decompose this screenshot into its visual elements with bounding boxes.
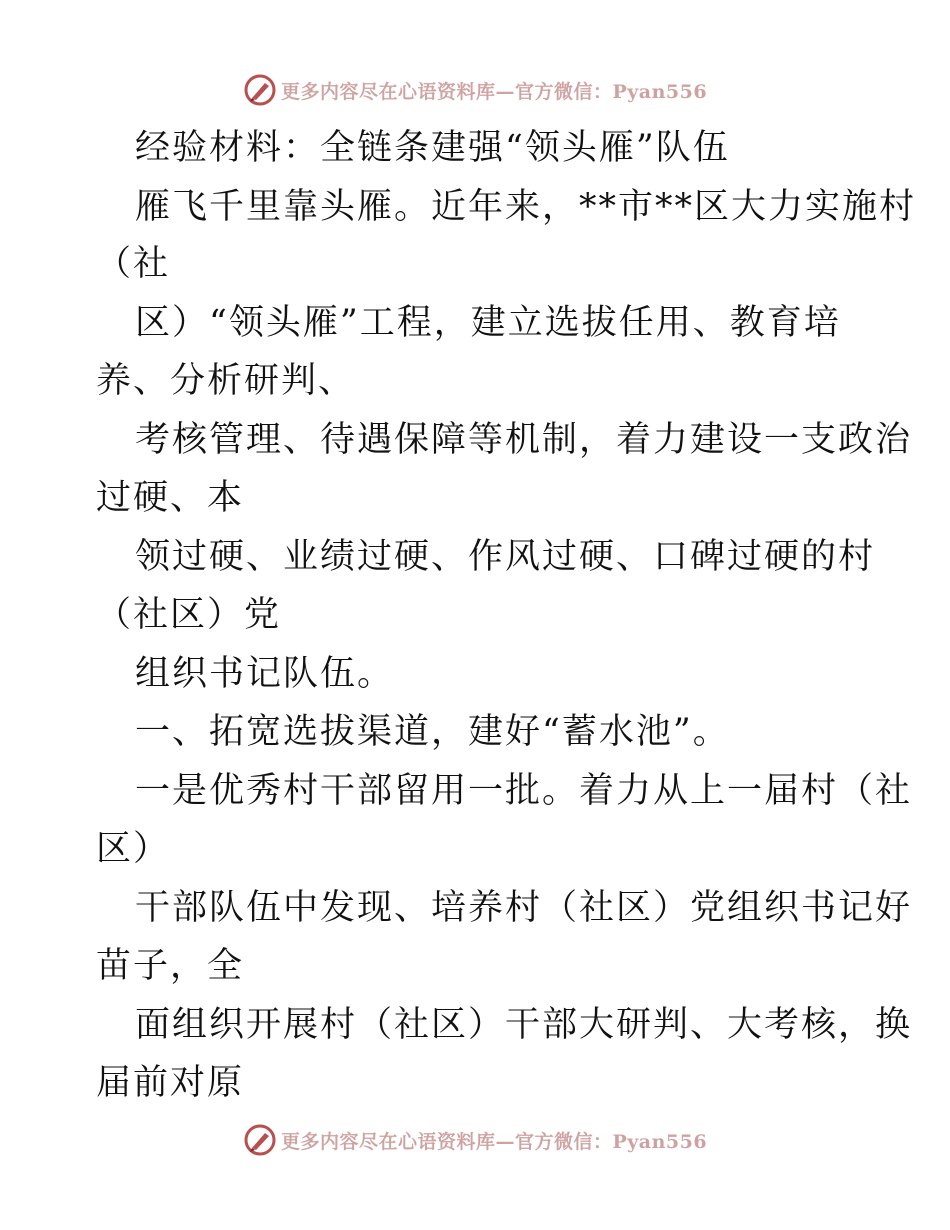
paragraph-line: 过硬、本 (96, 478, 245, 518)
section-heading: 一、拓宽选拔渠道，建好“蓄水池”。 (135, 712, 730, 752)
paragraph-line: 一是优秀村干部留用一批。着力从上一届村（社 (135, 771, 913, 811)
paragraph-line: （社区）党 (96, 595, 282, 635)
pen-logo-icon (243, 1123, 277, 1157)
watermark-text: 更多内容尽在心语资料库—官方微信：Pyan556 (280, 1130, 708, 1153)
paragraph-line: 区）“领头雁”工程，建立选拔任用、教育培 (135, 303, 841, 343)
paragraph-line: （社 (96, 244, 171, 284)
watermark-text: 更多内容尽在心语资料库—官方微信：Pyan556 (280, 80, 708, 103)
paragraph-line: 考核管理、待遇保障等机制，着力建设一支政治 (135, 420, 913, 460)
watermark-banner-bottom (0, 1120, 950, 1160)
paragraph-line: 干部队伍中发现、培养村（社区）党组织书记好 (135, 888, 913, 928)
paragraph-line: 面组织开展村（社区）干部大研判、大考核，换 (135, 1005, 913, 1045)
paragraph-line: 区） (96, 829, 171, 869)
paragraph-line: 雁飞千里靠头雁。近年来，**市**区大力实施村 (135, 187, 917, 227)
pen-logo-icon (243, 73, 277, 107)
paragraph-line: 组织书记队伍。 (135, 654, 395, 694)
paragraph-line: 养、分析研判、 (96, 361, 356, 401)
watermark-banner-top (0, 70, 950, 110)
document-title: 经验材料：全链条建强“领头雁”队伍 (135, 128, 730, 168)
paragraph-line: 届前对原 (96, 1063, 245, 1103)
paragraph-line: 领过硬、业绩过硬、作风过硬、口碑过硬的村 (135, 537, 876, 577)
paragraph-line: 苗子，全 (96, 946, 245, 986)
